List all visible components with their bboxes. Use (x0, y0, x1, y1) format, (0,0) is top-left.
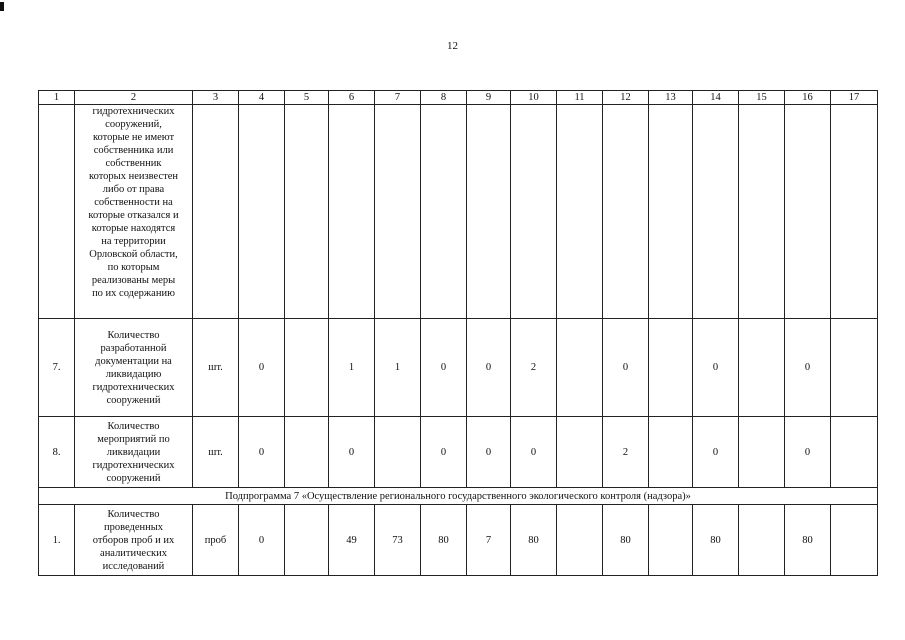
value-cell (285, 105, 329, 319)
unit-cell (193, 105, 239, 319)
value-cell: 0 (239, 505, 285, 576)
header-cell: 17 (831, 91, 878, 105)
page-number: 12 (447, 40, 458, 52)
subprogram-row (39, 488, 878, 505)
value-cell: 0 (603, 319, 649, 417)
value-cell (557, 417, 603, 488)
subprogram-title: Подпрограмма 7 «Осуществление регионального государственного экологического контроля (надзора)» (39, 488, 878, 505)
header-cell: 6 (329, 91, 375, 105)
value-cell: 49 (329, 505, 375, 576)
value-cell: 0 (467, 319, 511, 417)
value-cell: 0 (693, 417, 739, 488)
header-cell: 16 (785, 91, 831, 105)
value-cell: 0 (785, 319, 831, 417)
value-cell (329, 105, 375, 319)
value-cell: 0 (421, 417, 467, 488)
value-cell (285, 319, 329, 417)
header-cell: 10 (511, 91, 557, 105)
value-cell (739, 319, 785, 417)
value-cell: 0 (693, 319, 739, 417)
header-cell: 11 (557, 91, 603, 105)
value-cell: 80 (511, 505, 557, 576)
value-cell (511, 105, 557, 319)
value-cell: 0 (785, 417, 831, 488)
value-cell: 1 (375, 319, 421, 417)
value-cell (649, 105, 693, 319)
corner-mark (0, 2, 4, 11)
value-cell (649, 417, 693, 488)
header-cell: 7 (375, 91, 421, 105)
unit-cell: шт. (193, 417, 239, 488)
unit-cell: шт. (193, 319, 239, 417)
value-cell: 7 (467, 505, 511, 576)
value-cell: 1 (329, 319, 375, 417)
table-row (39, 319, 878, 417)
header-cell: 1 (39, 91, 75, 105)
indicator-name-cell: Количество мероприятий по ликвидации гидротехнических сооружений (75, 417, 193, 488)
header-cell: 14 (693, 91, 739, 105)
value-cell: 2 (603, 417, 649, 488)
value-cell (375, 417, 421, 488)
value-cell: 0 (329, 417, 375, 488)
value-cell (739, 417, 785, 488)
table-row (39, 417, 878, 488)
indicator-name-cell: Количество разработанной документации на ликвидацию гидротехнических сооружений (75, 319, 193, 417)
value-cell (649, 505, 693, 576)
value-cell (739, 105, 785, 319)
header-cell: 8 (421, 91, 467, 105)
row-number-cell: 7. (39, 319, 75, 417)
value-cell: 0 (239, 417, 285, 488)
value-cell (421, 105, 467, 319)
table-row (39, 505, 878, 576)
value-cell (557, 505, 603, 576)
value-cell (739, 505, 785, 576)
value-cell (467, 105, 511, 319)
header-cell: 15 (739, 91, 785, 105)
value-cell: 80 (785, 505, 831, 576)
value-cell (693, 105, 739, 319)
row-number-cell: 1. (39, 505, 75, 576)
header-cell: 4 (239, 91, 285, 105)
value-cell (557, 105, 603, 319)
value-cell: 0 (421, 319, 467, 417)
value-cell (831, 319, 878, 417)
header-cell: 5 (285, 91, 329, 105)
table-header-row (39, 91, 878, 105)
value-cell (831, 505, 878, 576)
unit-cell: проб (193, 505, 239, 576)
indicator-name-cell: гидротехнических сооружений, которые не имеют собственника или собственник которых неизвестен либо от права собственности на которые отказался и которые находятся на территории Орловской области, по которым реализованы меры по их содержанию (75, 105, 193, 319)
value-cell: 80 (603, 505, 649, 576)
row-number-cell (39, 105, 75, 319)
header-cell: 13 (649, 91, 693, 105)
value-cell: 0 (467, 417, 511, 488)
header-cell: 3 (193, 91, 239, 105)
value-cell: 80 (693, 505, 739, 576)
table-body (39, 91, 878, 576)
value-cell (285, 417, 329, 488)
header-cell: 12 (603, 91, 649, 105)
value-cell (831, 417, 878, 488)
value-cell (785, 105, 831, 319)
value-cell: 0 (239, 319, 285, 417)
value-cell (285, 505, 329, 576)
value-cell (649, 319, 693, 417)
value-cell (603, 105, 649, 319)
value-cell: 0 (511, 417, 557, 488)
indicators-table (38, 90, 878, 576)
table-row (39, 105, 878, 319)
header-cell: 2 (75, 91, 193, 105)
value-cell: 2 (511, 319, 557, 417)
row-number-cell: 8. (39, 417, 75, 488)
value-cell: 80 (421, 505, 467, 576)
value-cell (375, 105, 421, 319)
header-cell: 9 (467, 91, 511, 105)
value-cell (557, 319, 603, 417)
indicator-name-cell: Количество проведенных отборов проб и их аналитических исследований (75, 505, 193, 576)
value-cell (831, 105, 878, 319)
value-cell: 73 (375, 505, 421, 576)
value-cell (239, 105, 285, 319)
